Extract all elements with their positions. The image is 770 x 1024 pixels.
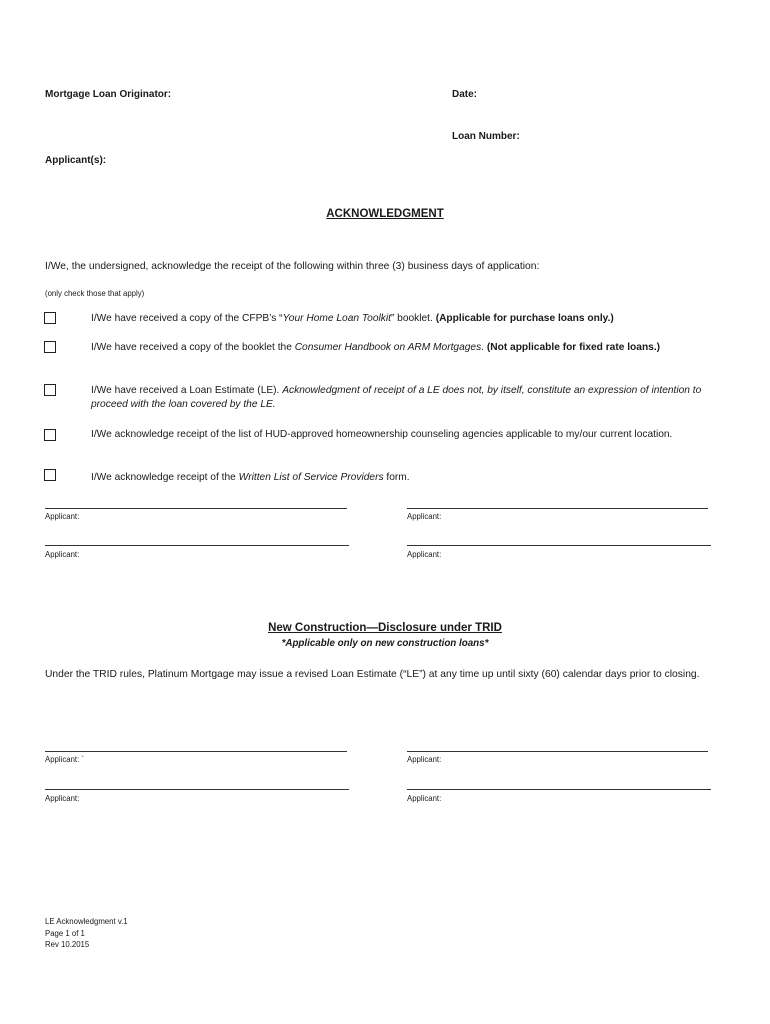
checkbox-toolkit[interactable] — [44, 312, 56, 324]
date-label: Date: — [452, 89, 478, 100]
item-italic-text: Your Home Loan Toolkit — [282, 313, 391, 324]
footer-revision: Rev 10.2015 — [45, 940, 90, 949]
applicant-signature-label: Applicant: — [407, 755, 442, 764]
footer-version: LE Acknowledgment v.1 — [45, 917, 128, 926]
signature-line[interactable] — [45, 789, 349, 790]
applicant-signature-label: Applicant: — [407, 794, 442, 803]
applicants-label: Applicant(s): — [45, 155, 107, 166]
item-italic-text: Consumer Handbook on ARM Mortgages — [294, 342, 482, 353]
originator-label: Mortgage Loan Originator: — [45, 89, 172, 100]
item-text: I/We have received a copy of the booklet the — [91, 342, 295, 353]
signature-line[interactable] — [407, 789, 711, 790]
signature-line[interactable] — [407, 508, 708, 509]
applicant-signature-label: Applicant: ` — [45, 755, 85, 764]
footer-page: Page 1 of 1 — [45, 928, 85, 938]
construction-body: Under the TRID rules, Platinum Mortgage may issue a revised Loan Estimate (“LE”) at any time up until sixty (60) calendar days prior to closing. — [45, 669, 700, 680]
checkbox-service-providers[interactable] — [44, 469, 56, 481]
item-toolkit — [91, 312, 731, 326]
item-bold-text: (Applicable for purchase loans only.) — [435, 313, 614, 324]
signature-line[interactable] — [45, 508, 347, 509]
item-italic-text: Acknowledgment of receipt of a LE does not, by itself, constitute an expression of intention to proceed with the loan covered by the LE. — [91, 385, 702, 410]
item-italic-text: Written List of Service Providers — [238, 472, 384, 483]
item-hud-counseling — [91, 428, 731, 442]
item-text: I/We have received a Loan Estimate (LE). — [91, 385, 283, 396]
applicant-signature-label: Applicant: — [407, 550, 442, 559]
signature-line[interactable] — [407, 751, 708, 752]
applicant-signature-label: Applicant: — [45, 794, 80, 803]
item-text: . — [481, 342, 487, 353]
signature-line[interactable] — [45, 751, 347, 752]
signature-line[interactable] — [45, 545, 349, 546]
checkbox-arm-handbook[interactable] — [44, 341, 56, 353]
acknowledgment-title: ACKNOWLEDGMENT — [326, 208, 444, 220]
construction-subtitle: *Applicable only on new construction loans* — [281, 638, 489, 649]
signature-line[interactable] — [407, 545, 711, 546]
construction-title: New Construction—Disclosure under TRID — [268, 622, 502, 634]
footer — [45, 916, 128, 951]
loan-number-label: Loan Number: — [452, 131, 520, 142]
check-note: (only check those that apply) — [45, 289, 145, 298]
acknowledgment-intro: I/We, the undersigned, acknowledge the receipt of the following within three (3) business days of application: — [45, 261, 540, 272]
checkbox-hud-counseling[interactable] — [44, 429, 56, 441]
item-text: I/We acknowledge receipt of the list of HUD-approved homeownership counseling agencies applicable to my/our current location. — [91, 429, 673, 440]
applicant-signature-label: Applicant: — [45, 512, 80, 521]
item-text: ” booklet. — [390, 313, 436, 324]
item-loan-estimate — [91, 384, 731, 412]
item-arm-handbook — [91, 341, 731, 355]
item-text: form. — [383, 472, 410, 483]
item-bold-text: (Not applicable for fixed rate loans.) — [486, 342, 661, 353]
applicant-signature-label: Applicant: — [407, 512, 442, 521]
item-service-providers — [91, 471, 731, 485]
item-text: I/We have received a copy of the CFPB’s “ — [91, 313, 283, 324]
item-text: I/We acknowledge receipt of the — [91, 472, 239, 483]
checkbox-loan-estimate[interactable] — [44, 384, 56, 396]
applicant-signature-label: Applicant: — [45, 550, 80, 559]
